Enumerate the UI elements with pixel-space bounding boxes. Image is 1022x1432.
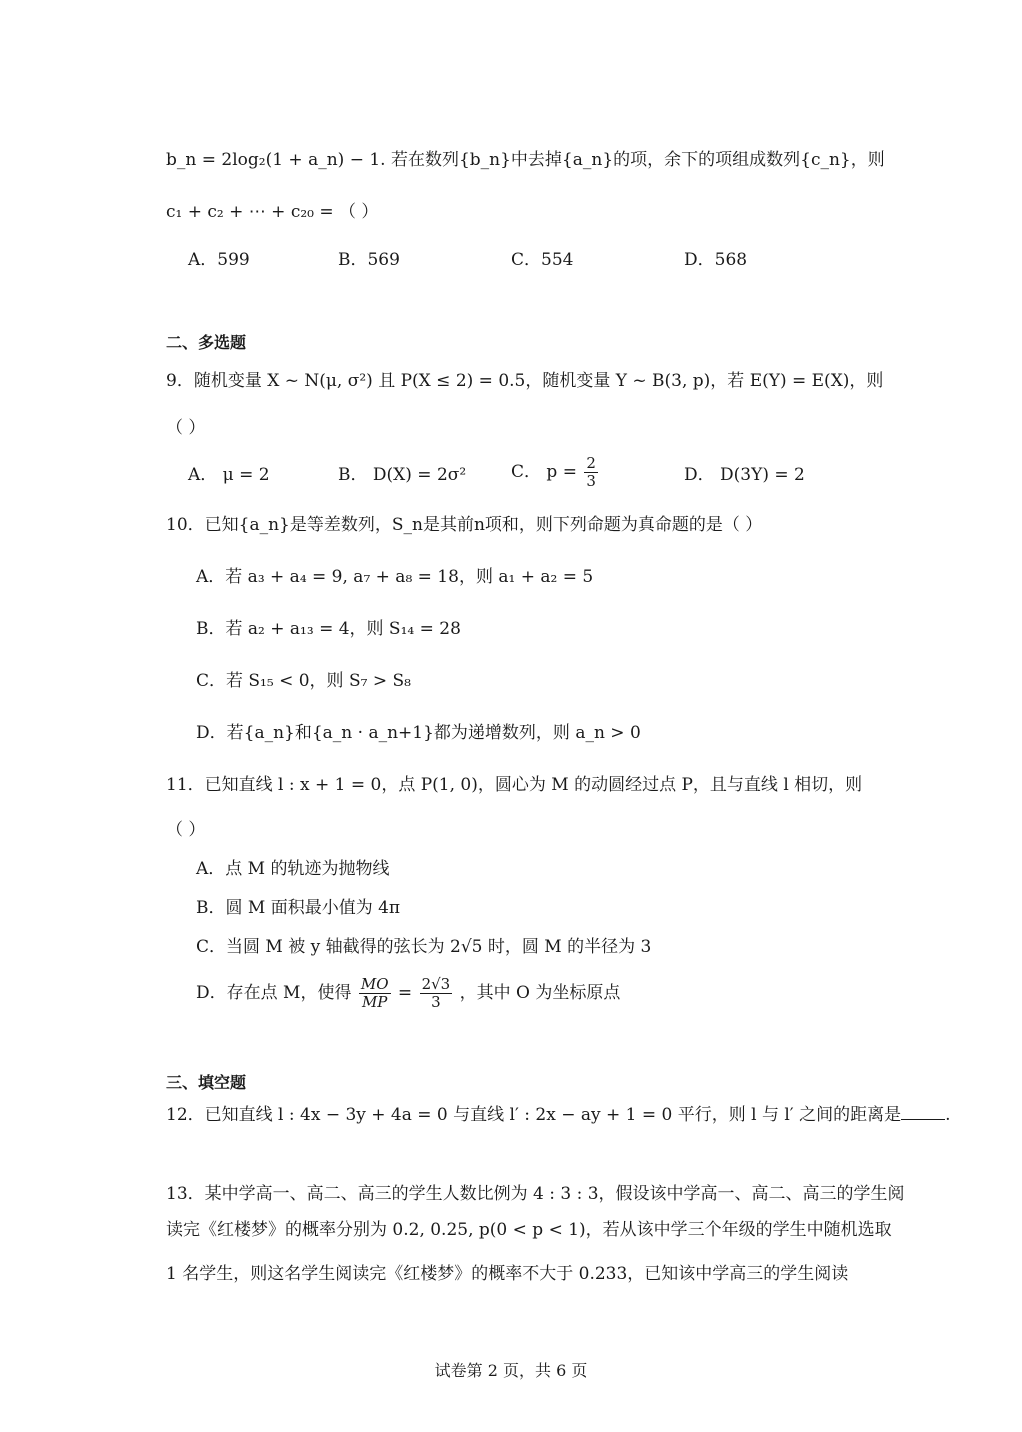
q13-line1: 13．某中学高一、高二、高三的学生人数比例为 4 : 3 : 3，假设该中学高一、高二、高三的学生阅	[166, 1184, 905, 1204]
q10-option-a: A．若 a₃ + a₄ = 9, a₇ + a₈ = 18，则 a₁ + a₂ = 5	[196, 567, 594, 587]
q11-option-d-fraction-1	[359, 976, 391, 1011]
fraction-denominator: 3	[586, 472, 596, 490]
q9-options	[0, 455, 1022, 495]
q8-option-c: C．554	[511, 250, 574, 270]
q11-option-d-suffix: ，其中 O 为坐标原点	[459, 983, 621, 1003]
q9-option-c-prefix: C． p =	[511, 462, 577, 482]
fraction-numerator: 2√3	[421, 975, 451, 993]
q11-option-a: A．点 M 的轨迹为抛物线	[196, 859, 390, 879]
q9-option-c-fraction	[584, 455, 598, 490]
q9-option-a: A． μ = 2	[188, 465, 270, 485]
q9-option-b: B． D(X) = 2σ²	[338, 465, 467, 485]
q11-option-d-prefix: D．存在点 M，使得	[196, 983, 352, 1003]
equals-sign: =	[397, 983, 413, 1003]
q11-paren: （ ）	[166, 820, 206, 840]
q11-option-d-fraction-2	[420, 976, 453, 1011]
section-title-fill-in: 三、填空题	[166, 1073, 247, 1092]
q11-option-d	[196, 973, 620, 1013]
q12-text: 12．已知直线 l : 4x − 3y + 4a = 0 与直线 l′ : 2x − ay + 1 = 0 平行，则 l 与 l′ 之间的距离是	[166, 1105, 902, 1125]
q8-option-b: B．569	[338, 250, 400, 270]
q13-line3: 1 名学生，则这名学生阅读完《红楼梦》的概率不大于 0.233，已知该中学高三的学生阅读	[166, 1264, 849, 1284]
q11-option-c: C．当圆 M 被 y 轴截得的弦长为 2√5 时，圆 M 的半径为 3	[196, 937, 652, 957]
q8-options	[0, 246, 1022, 274]
section-title-multi-choice: 二、多选题	[166, 333, 247, 352]
fraction-numerator: MO	[360, 975, 389, 993]
q10-option-c: C．若 S₁₅ < 0，则 S₇ > S₈	[196, 671, 411, 691]
q12-end: .	[945, 1105, 951, 1125]
q9-option-c	[511, 455, 600, 490]
q10-option-d: D．若{a_n}和{a_n · a_n+1}都为递增数列，则 a_n > 0	[196, 723, 641, 743]
q10-stem: 10．已知{a_n}是等差数列，S_n是其前n项和，则下列命题为真命题的是（ ）	[166, 515, 763, 535]
q12-stem	[166, 1103, 950, 1127]
answer-blank[interactable]	[901, 1103, 945, 1120]
q11-option-b: B．圆 M 面积最小值为 4π	[196, 898, 401, 918]
q8-line1: b_n = 2log₂(1 + a_n) − 1. 若在数列{b_n}中去掉{a_n}的项，余下的项组成数列{c_n}，则	[166, 150, 885, 170]
q8-option-d: D．568	[684, 250, 748, 270]
q8-line2: c₁ + c₂ + ⋯ + c₂₀ = （ ）	[166, 202, 379, 222]
q13-line2: 读完《红楼梦》的概率分别为 0.2, 0.25, p(0 < p < 1)，若从该中学三个年级的学生中随机选取	[166, 1220, 892, 1240]
fraction-numerator: 2	[586, 454, 596, 472]
fraction-denominator: MP	[361, 993, 388, 1011]
fraction-denominator: 3	[431, 993, 441, 1011]
page-footer: 试卷第 2 页，共 6 页	[434, 1361, 588, 1380]
q11-stem: 11．已知直线 l : x + 1 = 0，点 P(1, 0)，圆心为 M 的动圆经过点 P，且与直线 l 相切，则	[166, 775, 863, 795]
q8-option-a: A．599	[188, 250, 250, 270]
q10-option-b: B．若 a₂ + a₁₃ = 4，则 S₁₄ = 28	[196, 619, 461, 639]
q9-option-d: D． D(3Y) = 2	[684, 465, 805, 485]
q9-paren: （ ）	[166, 418, 206, 438]
q9-stem: 9．随机变量 X ~ N(μ, σ²) 且 P(X ≤ 2) = 0.5，随机变量 Y ~ B(3, p)，若 E(Y) = E(X)，则	[166, 371, 884, 391]
